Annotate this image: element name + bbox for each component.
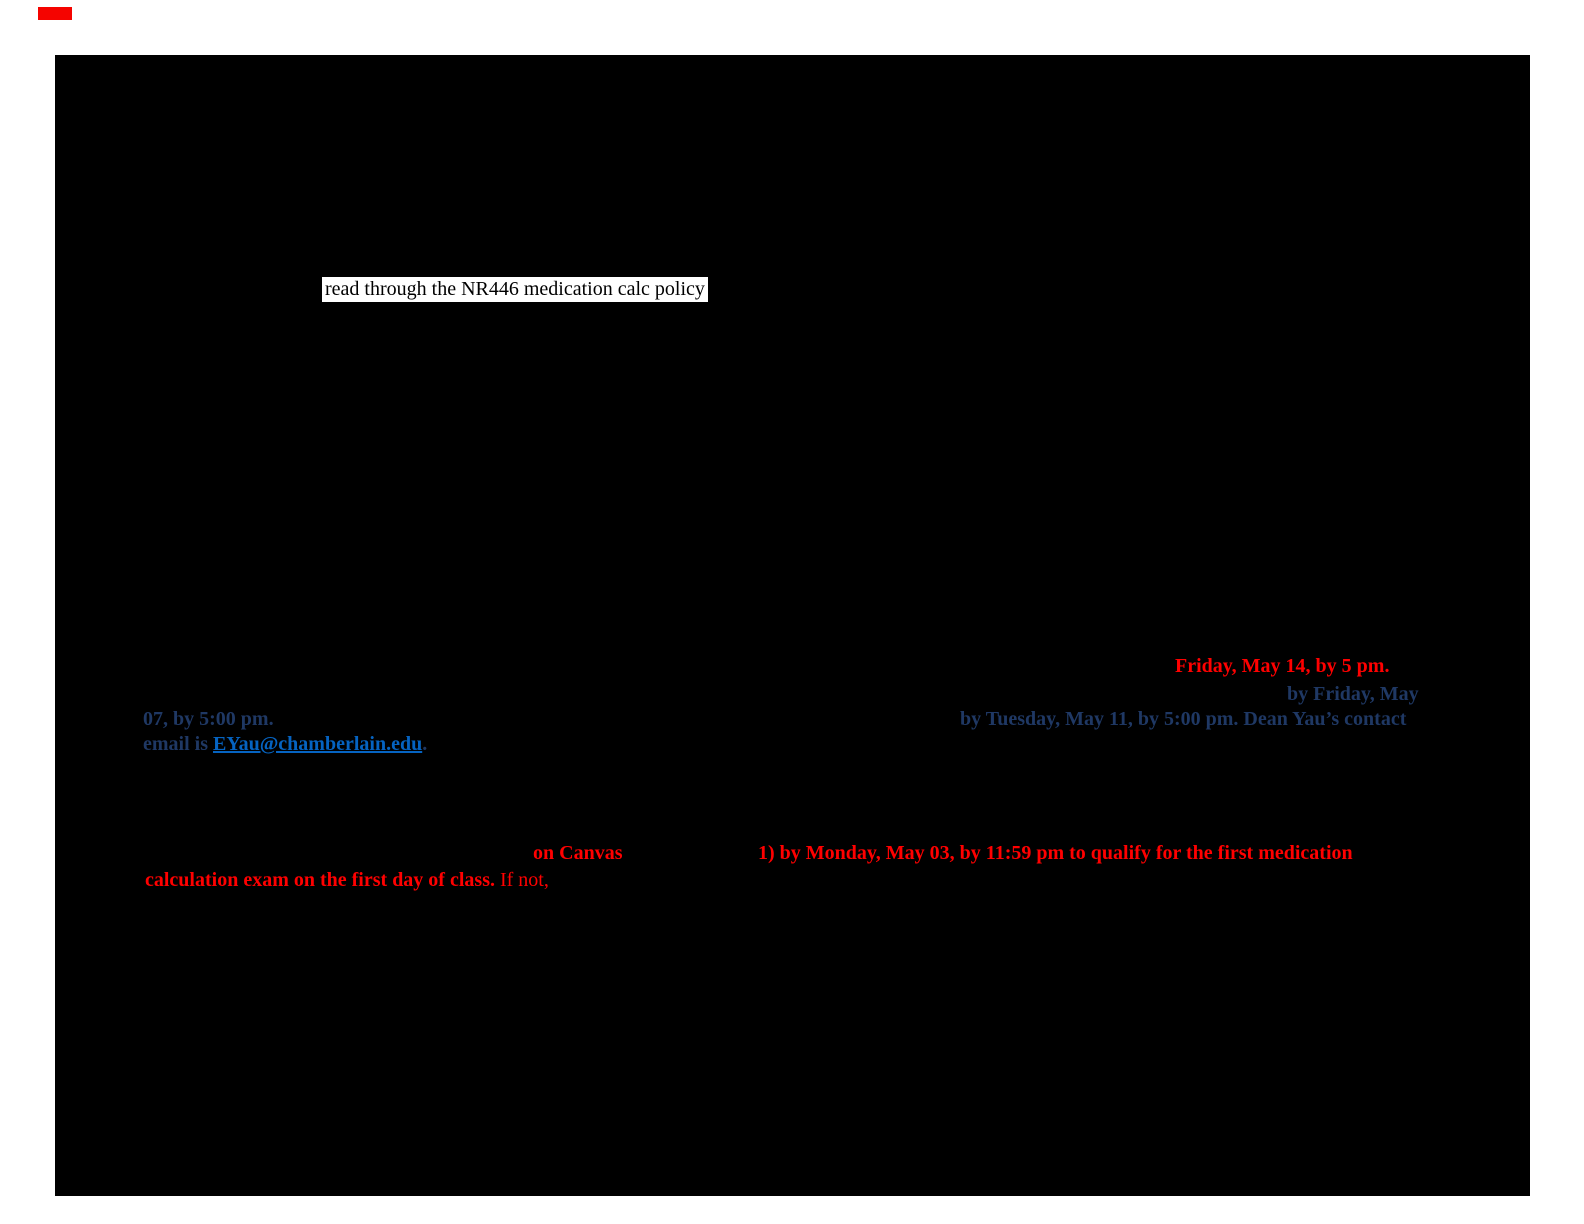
- email-suffix-text: .: [422, 733, 428, 755]
- monday-rule-text: 1) by Monday, May 03, by 11:59 pm to qualify for the first medication: [758, 842, 1353, 864]
- deadline-friday-may14-text: Friday, May 14, by 5 pm.: [1175, 655, 1390, 677]
- on-canvas-text: on Canvas: [533, 842, 623, 864]
- date-07-text: 07, by 5:00 pm.: [143, 708, 274, 730]
- email-line: [143, 732, 427, 756]
- email-link[interactable]: EYau@chamberlain.edu: [213, 733, 423, 755]
- by-friday-may-text: by Friday, May: [1287, 683, 1419, 705]
- rule-continuation-line: [145, 868, 549, 892]
- rule-continuation-regular-text: If not,: [494, 869, 549, 891]
- red-marker: [38, 7, 72, 20]
- document-page: [55, 55, 1530, 1196]
- rule-continuation-bold-text: calculation exam on the first day of class.: [145, 869, 495, 891]
- by-tuesday-dean-contact-text: by Tuesday, May 11, by 5:00 pm. Dean Yau’s contact: [960, 708, 1407, 730]
- email-prefix-text: email is: [143, 733, 213, 755]
- highlight-note: read through the NR446 medication calc policy: [322, 277, 708, 302]
